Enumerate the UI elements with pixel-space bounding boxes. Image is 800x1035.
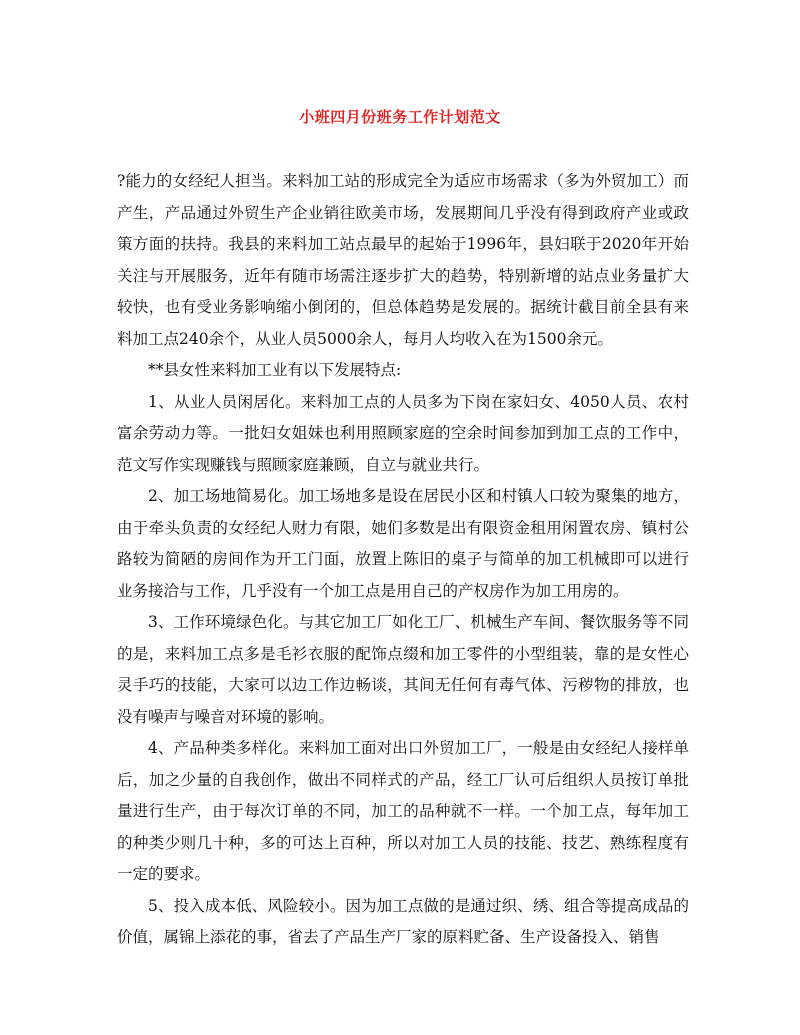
document-body xyxy=(117,166,689,954)
paragraph-feature-1: 1、从业人员闲居化。来料加工点的人员多为下岗在家妇女、4050人员、农村富余劳动力等。一批妇女姐妹也利用照顾家庭的空余时间参加到加工点的工作中，范文写作实现赚钱与照顾家庭兼顾，自立与就业共行。 xyxy=(117,392,689,474)
paragraph-feature-3: 3、工作环境绿色化。与其它加工厂如化工厂、机械生产车间、餐饮服务等不同的是，来料加工点多是毛衫衣服的配饰点缀和加工零件的小型组装，靠的是女性心灵手巧的技能，大家可以边工作边畅谈，其间无任何有毒气体、污秽物的排放，也没有噪声与噪音对环境的影响。 xyxy=(117,613,689,726)
document-title: 小班四月份班务工作计划范文 xyxy=(299,108,501,126)
paragraph-feature-2: 2、加工场地简易化。加工场地多是设在居民小区和村镇人口较为聚集的地方，由于牵头负责的女经纪人财力有限，她们多数是出有限资金租用闲置农房、镇村公路较为简陋的房间作为开工门面，放置上陈旧的桌子与简单的加工机械即可以进行业务接洽与工作，几乎没有一个加工点是用自己的产权房作为加工用房的。 xyxy=(117,487,689,600)
paragraph-intro: ?能力的女经纪人担当。来料加工站的形成完全为适应市场需求（多为外贸加工）而产生，产品通过外贸生产企业销往欧美市场，发展期间几乎没有得到政府产业或政策方面的扶持。我县的来料加工站点最早的起始于1996年，县妇联于2020年开始关注与开展服务，近年有随市场需注逐步扩大的趋势，特别新增的站点业务量扩大较快，也有受业务影响缩小倒闭的，但总体趋势是发展的。据统计截目前全县有来料加工点240余个，从业人员5000余人，每月人均收入在为1500余元。 xyxy=(117,172,689,348)
paragraph-feature-5: 5、投入成本低、风险较小。因为加工点做的是通过织、绣、组合等提高成品的价值，属锦上添花的事，省去了产品生产厂家的原料贮备、生产设备投入、销售 xyxy=(117,896,689,946)
paragraph-features-heading: **县女性来料加工业有以下发展特点: xyxy=(148,361,402,379)
paragraph-feature-4: 4、产品种类多样化。来料加工面对出口外贸加工厂，一般是由女经纪人接样单后，加之少量的自我创作，做出不同样式的产品，经工厂认可后组织人员按订单批量进行生产，由于每次订单的不同，加工的品种就不一样。一个加工点，每年加工的种类少则几十种，多的可达上百种，所以对加工人员的技能、技艺、熟练程度有一定的要求。 xyxy=(117,739,689,883)
